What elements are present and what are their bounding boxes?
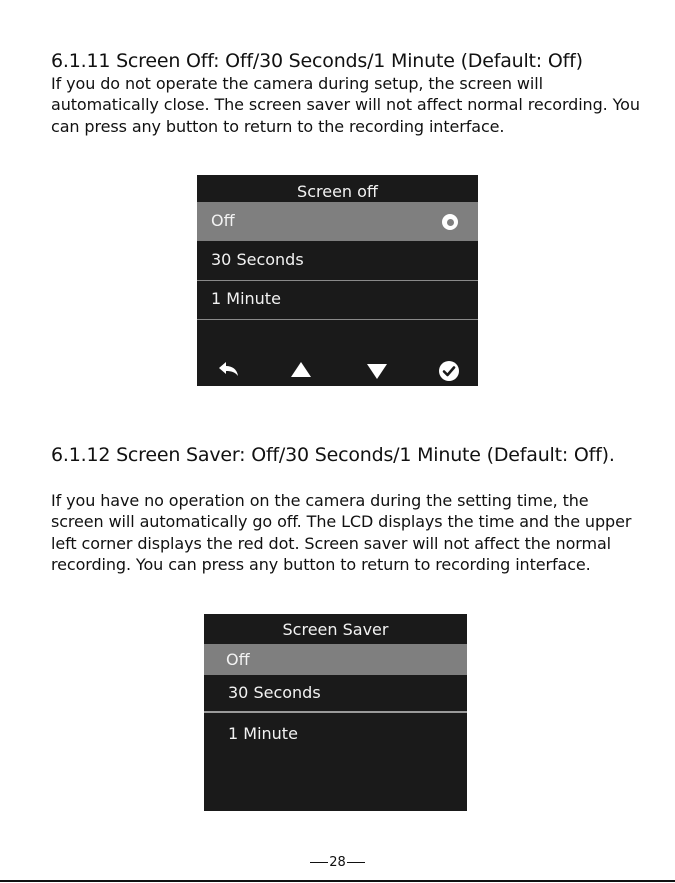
menu-button-bar — [197, 355, 478, 385]
menu-option-label: 30 Seconds — [211, 250, 304, 269]
menu-option-1-minute[interactable] — [197, 280, 478, 318]
section-heading-screen-off: 6.1.11 Screen Off: Off/30 Seconds/1 Minute (Default: Off) — [51, 50, 583, 72]
menu-option-30-seconds[interactable] — [197, 241, 478, 279]
confirm-check-icon[interactable] — [437, 359, 461, 383]
menu-title: Screen Saver — [282, 620, 389, 639]
footer-dash — [347, 862, 365, 864]
up-triangle-icon[interactable] — [289, 359, 313, 383]
menu-option-label: Off — [226, 650, 250, 669]
menu-option-off[interactable] — [204, 644, 467, 675]
section-heading-screen-saver: 6.1.12 Screen Saver: Off/30 Seconds/1 Minute (Default: Off). — [51, 444, 615, 466]
menu-option-label: 30 Seconds — [228, 683, 321, 702]
menu-option-off[interactable] — [197, 202, 478, 241]
page-bottom-rule — [0, 880, 675, 882]
screen-off-menu — [197, 175, 478, 386]
menu-option-30-seconds[interactable] — [204, 675, 467, 711]
footer-dash — [310, 862, 328, 864]
section-body-screen-off: If you do not operate the camera during setup, the screen will automatically close. The screen saver will not affect normal recording. You can press any button to return to the recording interface. — [51, 74, 640, 136]
radio-selected-icon — [442, 214, 458, 230]
back-arrow-icon[interactable] — [217, 359, 241, 383]
menu-option-label: 1 Minute — [211, 289, 281, 308]
page-number: 28 — [329, 855, 346, 870]
menu-option-label: Off — [211, 211, 235, 230]
menu-title: Screen off — [297, 182, 378, 201]
screen-saver-menu — [204, 614, 467, 811]
menu-option-label: 1 Minute — [228, 724, 298, 743]
menu-divider — [197, 319, 478, 320]
menu-option-1-minute[interactable] — [204, 714, 467, 754]
down-triangle-icon[interactable] — [365, 359, 389, 383]
menu-divider — [204, 711, 467, 713]
page-footer — [0, 854, 675, 872]
section-body-screen-saver: If you have no operation on the camera during the setting time, the screen will automatically go off. The LCD displays the time and the upper left corner displays the red dot. Screen saver will not affect the normal recording. You can press any button to return to recording interface. — [51, 491, 632, 574]
